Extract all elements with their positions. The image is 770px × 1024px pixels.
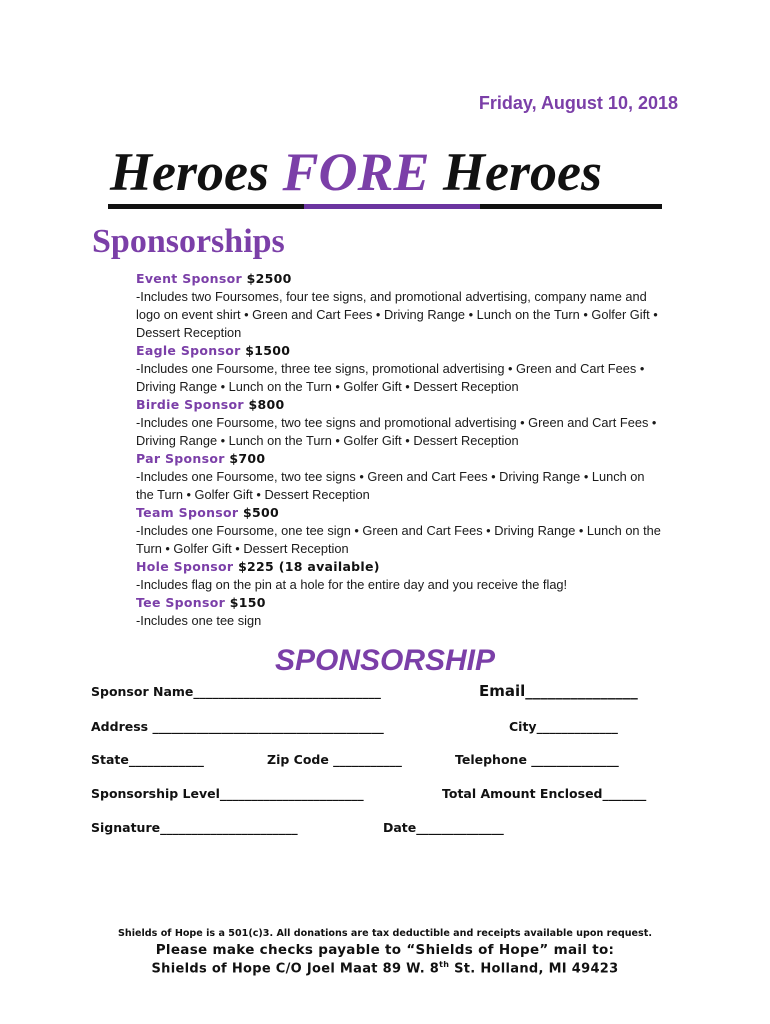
level-price: $225 (18 available): [238, 559, 380, 574]
level-eagle: [136, 342, 684, 396]
email-field[interactable]: Email_______________: [479, 682, 638, 700]
title-underline-accent: [304, 204, 480, 209]
total-amount-field[interactable]: Total Amount Enclosed_______: [442, 786, 647, 801]
level-price: $1500: [245, 343, 291, 358]
title-underline: [108, 204, 662, 209]
form-row-name-email: [91, 684, 681, 704]
level-desc-line: Dessert Reception: [136, 325, 242, 340]
level-desc-line: Turn • Golfer Gift • Dessert Reception: [136, 541, 349, 556]
form-row-level-total: [91, 786, 681, 806]
level-desc-line: -Includes one Foursome, one tee sign • Green and Cart Fees • Driving Range • Lunch on the: [136, 523, 661, 538]
sponsor-name-field[interactable]: Sponsor Name______________________________: [91, 684, 381, 699]
tax-deductible-note: Shields of Hope is a 501(c)3. All donations are tax deductible and receipts available upon request.: [117, 928, 653, 939]
level-event: [136, 270, 684, 342]
level-desc-line: the Turn • Golfer Gift • Dessert Reception: [136, 487, 370, 502]
title-part-2: Heroes: [429, 142, 602, 202]
level-price: $800: [248, 397, 285, 412]
level-price: $500: [243, 505, 280, 520]
level-desc-line: -Includes flag on the pin at a hole for the entire day and you receive the flag!: [136, 577, 568, 592]
level-desc-line: -Includes two Foursomes, four tee signs, and promotional advertising, company name and: [136, 289, 647, 304]
address-field[interactable]: Address _____________________________________: [91, 719, 384, 734]
level-name: Event Sponsor: [136, 271, 242, 286]
level-desc-line: -Includes one tee sign: [136, 613, 262, 628]
level-name: Eagle Sponsor: [136, 343, 241, 358]
sponsorship-levels: [136, 270, 684, 630]
city-field[interactable]: City_____________: [509, 719, 618, 734]
level-desc-line: -Includes one Foursome, three tee signs, promotional advertising • Green and Cart Fees •: [136, 361, 645, 376]
level-desc-line: -Includes one Foursome, two tee signs and promotional advertising • Green and Cart Fees •: [136, 415, 657, 430]
signature-field[interactable]: Signature______________________: [91, 820, 298, 835]
telephone-field[interactable]: Telephone ______________: [455, 752, 619, 767]
form-row-signature-date: [91, 820, 681, 840]
form-title: SPONSORSHIP: [274, 644, 496, 677]
form-row-state-zip-phone: [91, 752, 681, 772]
level-desc-line: Driving Range • Lunch on the Turn • Golfer Gift • Dessert Reception: [136, 433, 519, 448]
level-tee: [136, 594, 684, 630]
level-desc-line: logo on event shirt • Green and Cart Fees • Driving Range • Lunch on the Turn • Golfer Gift •: [136, 307, 658, 322]
level-name: Team Sponsor: [136, 505, 239, 520]
event-date: Friday, August 10, 2018: [478, 93, 678, 113]
ordinal-suffix: th: [439, 960, 450, 969]
title-part-1: Heroes: [110, 142, 283, 202]
level-desc-line: -Includes one Foursome, two tee signs • Green and Cart Fees • Driving Range • Lunch on: [136, 469, 645, 484]
level-name: Par Sponsor: [136, 451, 225, 466]
zip-code-field[interactable]: Zip Code ___________: [267, 752, 402, 767]
payment-instructions: Please make checks payable to “Shields of Hope” mail to:: [155, 942, 615, 958]
form-row-address-city: [91, 719, 681, 739]
mailing-address: [0, 960, 770, 976]
level-team: [136, 504, 684, 558]
level-price: $2500: [246, 271, 292, 286]
date-field[interactable]: Date______________: [383, 820, 504, 835]
level-name: Hole Sponsor: [136, 559, 234, 574]
level-name: Birdie Sponsor: [136, 397, 244, 412]
address-line-start: Shields of Hope C/O Joel Maat 89 W. 8: [151, 961, 440, 977]
state-field[interactable]: State____________: [91, 752, 204, 767]
sponsorship-level-field[interactable]: Sponsorship Level_______________________: [91, 786, 364, 801]
level-price: $150: [229, 595, 266, 610]
level-price: $700: [229, 451, 266, 466]
level-birdie: [136, 396, 684, 450]
level-par: [136, 450, 684, 504]
level-hole: [136, 558, 684, 594]
level-desc-line: Driving Range • Lunch on the Turn • Golfer Gift • Dessert Reception: [136, 379, 519, 394]
address-line-end: St. Holland, MI 49423: [449, 961, 619, 977]
event-title: [110, 142, 670, 202]
level-name: Tee Sponsor: [136, 595, 226, 610]
title-accent: FORE: [282, 142, 430, 202]
sponsorships-heading: Sponsorships: [92, 223, 285, 260]
